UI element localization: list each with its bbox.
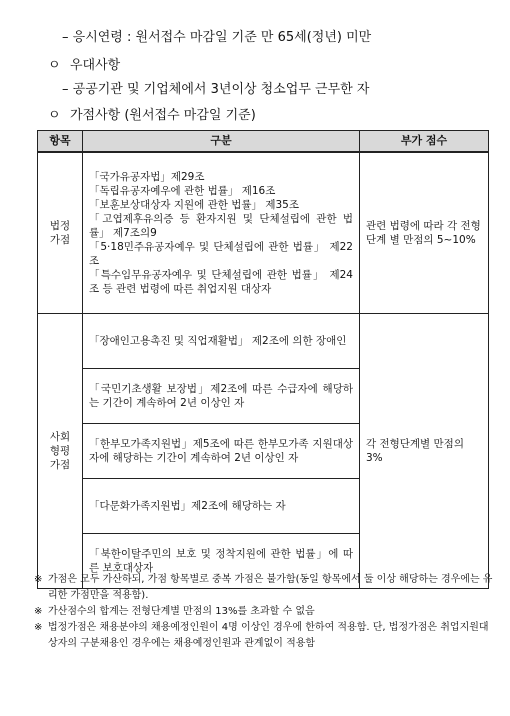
social-item: 「북한이탈주민의 보호 및 정착지원에 관한 법률」에 따른 보호대상자 <box>83 534 360 589</box>
note-mark-icon: ※ <box>34 574 43 585</box>
header-item: 항목 <box>38 131 83 153</box>
legal-description: 「국가유공자법」제29조 「독립유공자예우에 관한 법률」 제16조 「보훈보상대상자 지원에 관한 법률」 제35조 「고엽제후유의증 등 환자지원 및 단체설립에 관한 법률」 제7조의9 「5·18민주유공자예우 및 단체설립에 관한 법률」 제22조 「특수임무유공자예우 및 단체설립에 관한 법률」 제24조 등 관련 법령에 따른 취업지원 대상자 <box>83 152 360 314</box>
bullet-icon: ㅇ <box>48 58 61 73</box>
bullet-icon: ㅇ <box>48 108 61 123</box>
table-header-row <box>38 131 489 153</box>
preference-heading <box>48 54 120 73</box>
notes <box>34 572 494 652</box>
social-points: 각 전형단계별 만점의 3% <box>360 314 489 589</box>
legal-points: 관련 법령에 따라 각 전형단계 별 만점의 5~10% <box>360 152 489 314</box>
note-item <box>34 604 494 620</box>
preference-heading-text: 우대사항 <box>70 58 121 73</box>
note-text: 법정가점은 채용분야의 채용예정인원이 4명 이상인 경우에 한하여 적용함. 단, 법정가점은 취업지원대상자의 구분채용인 경우에는 채용예정인원과 관계없이 적용함 <box>48 622 489 649</box>
note-item <box>34 620 494 652</box>
table-row <box>38 314 489 369</box>
note-mark-icon: ※ <box>34 622 43 633</box>
age-requirement: – 응시연령 : 원서접수 마감일 기준 만 65세(정년) 미만 <box>62 30 372 45</box>
note-item <box>34 572 494 604</box>
social-item: 「다문화가족지원법」제2조에 해당하는 자 <box>83 479 360 534</box>
bonus-heading-text: 가점사항 (원서접수 마감일 기준) <box>70 108 256 123</box>
note-text: 가산점수의 합계는 전형단계별 만점의 13%를 초과할 수 없음 <box>48 606 315 617</box>
bonus-points-table <box>37 130 489 589</box>
social-item: 「국민기초생활 보장법」제2조에 따른 수급자에 해당하는 기간이 계속하여 2년 이상인 자 <box>83 369 360 424</box>
legal-category: 법정 가점 <box>38 152 83 314</box>
note-text: 가점은 모두 가산하되, 가점 항목별로 중복 가점은 불가함(동일 항목에서 둘 이상 해당하는 경우에는 유리한 가점만을 적용함). <box>48 574 493 601</box>
social-item: 「장애인고용촉진 및 직업재활법」 제2조에 의한 장애인 <box>83 314 360 369</box>
header-category: 구분 <box>83 131 360 153</box>
bonus-heading <box>48 104 256 123</box>
header-points: 부가 점수 <box>360 131 489 153</box>
social-item: 「한부모가족지원법」제5조에 따른 한부모가족 지원대상자에 해당하는 기간이 계속하여 2년 이상인 자 <box>83 424 360 479</box>
note-mark-icon: ※ <box>34 606 43 617</box>
table-row <box>38 152 489 314</box>
social-category: 사회 형평 가점 <box>38 314 83 589</box>
preference-item: – 공공기관 및 기업체에서 3년이상 청소업무 근무한 자 <box>62 82 370 97</box>
